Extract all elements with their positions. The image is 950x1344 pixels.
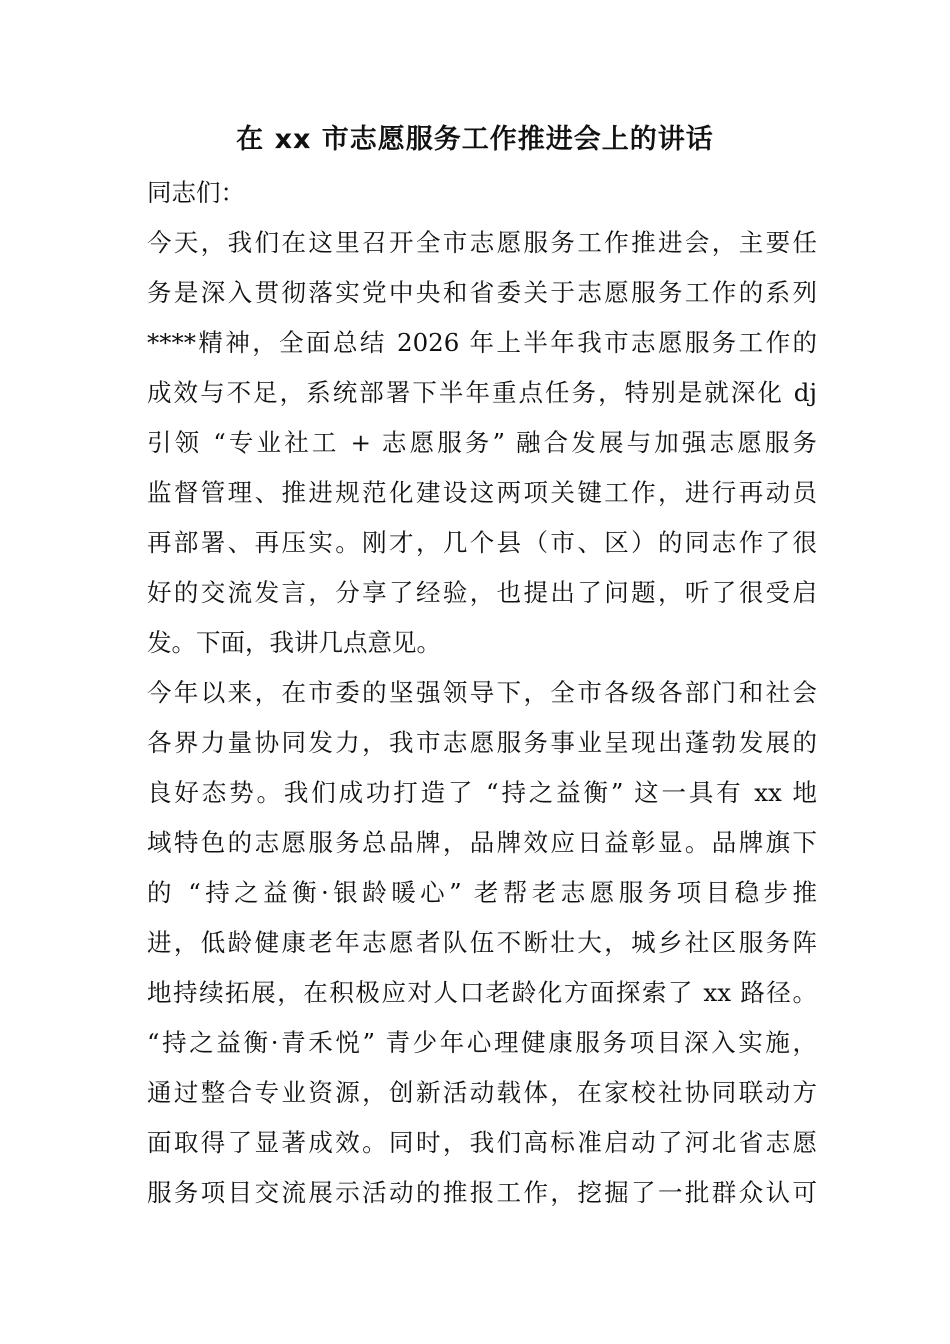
paragraph-line: 发。下面，我讲几点意见。 bbox=[147, 628, 441, 657]
paragraph-line: ****精神，全面总结 2026 年上半年我市志愿服务工作的 bbox=[147, 328, 817, 357]
paragraph-line: 地持续拓展，在积极应对人口老龄化方面探索了 xx 路径。 bbox=[147, 978, 817, 1007]
paragraph-line: 服务项目交流展示活动的推报工作，挖掘了一批群众认可 bbox=[147, 1178, 817, 1207]
paragraph-line: 良好态势。我们成功打造了 “持之益衡” 这一具有 xx 地 bbox=[147, 778, 817, 807]
document-title: 在 xx 市志愿服务工作推进会上的讲话 bbox=[236, 124, 714, 155]
paragraph-line: 成效与不足，系统部署下半年重点任务，特别是就深化 dj bbox=[147, 378, 817, 407]
document-body bbox=[147, 168, 817, 1218]
paragraph-line: 各界力量协同发力，我市志愿服务事业呈现出蓬勃发展的 bbox=[147, 728, 817, 757]
paragraph-line: 面取得了显著成效。同时，我们高标准启动了河北省志愿 bbox=[147, 1128, 817, 1157]
paragraph-line: 的 “持之益衡·银龄暖心” 老帮老志愿服务项目稳步推 bbox=[147, 878, 817, 907]
paragraph-line: 引领 “专业社工 + 志愿服务” 融合发展与加强志愿服务 bbox=[147, 428, 817, 457]
paragraph-line: 监督管理、推进规范化建设这两项关键工作，进行再动员 bbox=[147, 478, 817, 507]
paragraph-line: 好的交流发言，分享了经验，也提出了问题，听了很受启 bbox=[147, 578, 817, 607]
paragraph-line: 进，低龄健康老年志愿者队伍不断壮大，城乡社区服务阵 bbox=[147, 928, 817, 957]
paragraph-line: 再部署、再压实。刚才，几个县（市、区）的同志作了很 bbox=[147, 528, 817, 557]
paragraph-line: 今天，我们在这里召开全市志愿服务工作推进会，主要任 bbox=[147, 228, 817, 257]
salutation-line: 同志们： bbox=[147, 178, 245, 207]
paragraph-line: “持之益衡·青禾悦” 青少年心理健康服务项目深入实施， bbox=[147, 1028, 817, 1057]
paragraph-line: 通过整合专业资源，创新活动载体，在家校社协同联动方 bbox=[147, 1078, 817, 1107]
paragraph-line: 域特色的志愿服务总品牌，品牌效应日益彰显。品牌旗下 bbox=[147, 828, 817, 857]
paragraph-line: 今年以来，在市委的坚强领导下，全市各级各部门和社会 bbox=[147, 678, 817, 707]
paragraph-line: 务是深入贯彻落实党中央和省委关于志愿服务工作的系列 bbox=[147, 278, 817, 307]
